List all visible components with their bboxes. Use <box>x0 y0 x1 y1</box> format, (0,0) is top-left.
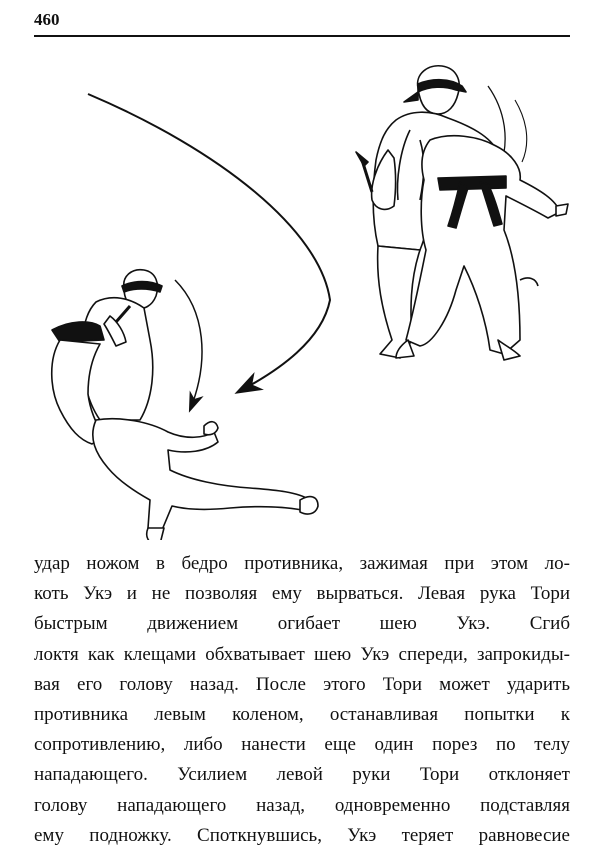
header-rule <box>34 35 570 37</box>
body-text <box>34 549 570 851</box>
body-line: противника левым коленом, останавливая попытки к <box>34 703 570 725</box>
technique-illustration <box>0 40 600 540</box>
lower-figures <box>52 270 318 540</box>
body-line: ему подножку. Споткнувшись, Укэ теряет равновесие <box>34 824 570 846</box>
upper-figures <box>356 66 568 360</box>
body-line: вая его голову назад. После этого Тори может ударить <box>34 673 570 695</box>
body-line: удар ножом в бедро противника, зажимая при этом ло- <box>34 553 570 574</box>
body-line: голову нападающего назад, одновременно подставляя <box>34 794 570 816</box>
small-motion-arrow-left <box>175 280 202 410</box>
body-line: быстрым движением огибает шею Укэ. Сгиб <box>34 613 570 635</box>
body-line: сопротивлению, либо нанести еще один порез по телу <box>34 734 570 756</box>
body-line: нападающего. Усилием левой руки Тори отклоняет <box>34 764 570 786</box>
page-number: 460 <box>34 10 60 29</box>
body-line: локтя как клещами обхватывает шею Укэ спереди, запрокиды- <box>34 643 570 665</box>
body-line: коть Укэ и не позволяя ему вырваться. Левая рука Тори <box>34 583 570 605</box>
